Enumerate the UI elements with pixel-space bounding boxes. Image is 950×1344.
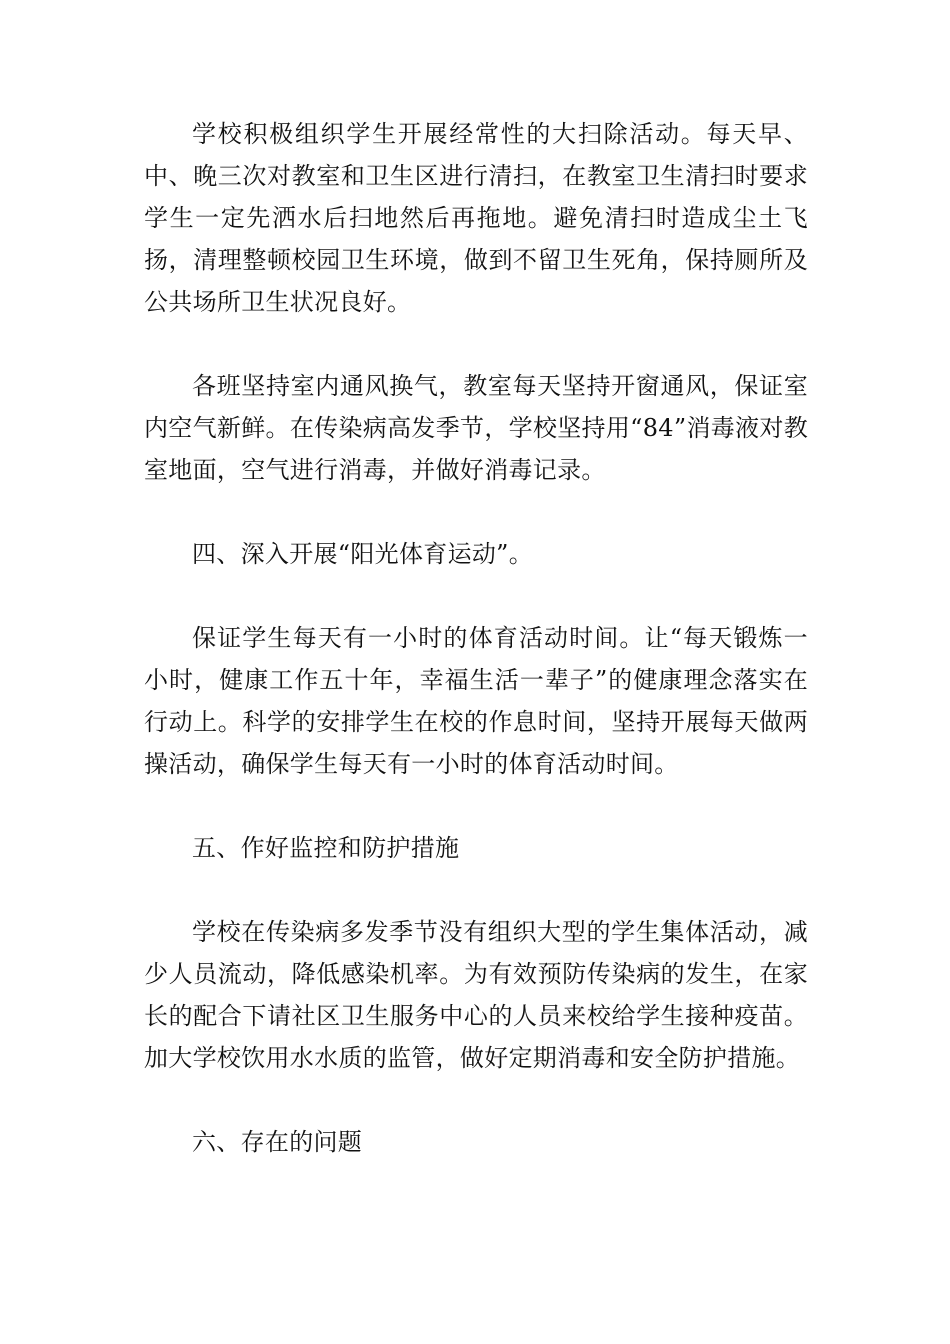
paragraph-cleaning: 学校积极组织学生开展经常性的大扫除活动。每天早、中、晚三次对教室和卫生区进行清扫，在教室卫生清扫时要求学生一定先洒水后扫地然后再拖地。避免清扫时造成尘土飞扬，清理整顿校园卫生环境，做到不留卫生死角，保持厕所及公共场所卫生状况良好。 [144, 120, 808, 316]
paragraph-ventilation: 各班坚持室内通风换气，教室每天坚持开窗通风，保证室内空气新鲜。在传染病高发季节，学校坚持用“84”消毒液对教室地面，空气进行消毒，并做好消毒记录。 [144, 372, 808, 484]
paragraph-monitoring: 学校在传染病多发季节没有组织大型的学生集体活动，减少人员流动，降低感染机率。为有效预防传染病的发生，在家长的配合下请社区卫生服务中心的人员来校给学生接种疫苗。加大学校饮用水水质的监管，做好定期消毒和安全防护措施。 [144, 918, 808, 1072]
section-heading-monitoring: 五、作好监控和防护措施 [192, 834, 460, 862]
document-body [144, 113, 808, 1205]
section-heading-problems: 六、存在的问题 [192, 1128, 363, 1156]
section-heading-sports: 四、深入开展“阳光体育运动”。 [192, 540, 534, 568]
paragraph-sports: 保证学生每天有一小时的体育活动时间。让“每天锻炼一小时，健康工作五十年，幸福生活一辈子”的健康理念落实在行动上。科学的安排学生在校的作息时间，坚持开展每天做两操活动，确保学生每天有一小时的体育活动时间。 [144, 624, 808, 778]
